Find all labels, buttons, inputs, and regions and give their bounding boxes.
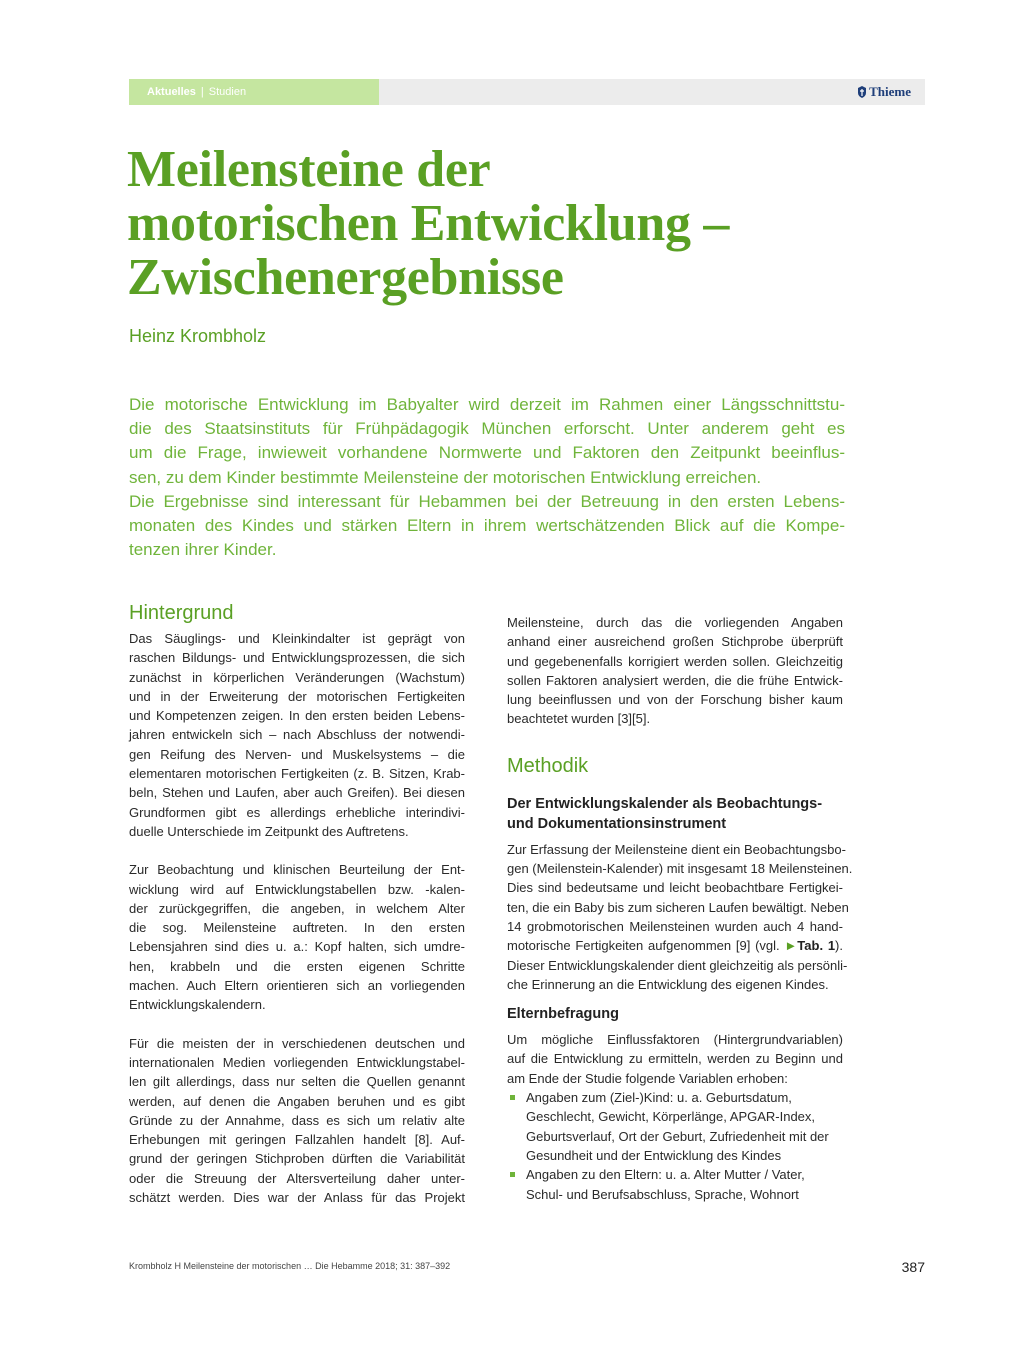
section-heading-methodik: Methodik (507, 754, 589, 777)
text-line: Geschlecht, Gewicht, Körperlänge, APGAR-Index, (526, 1109, 816, 1125)
text-line: lung beeinflussen und von der Forschung bisher kaum (507, 692, 843, 708)
text-line: Das Säuglings- und Kleinkindalter ist geprägt von (129, 631, 465, 646)
text-line: gen Reifung des Nerven- und Muskelsystems – die (129, 746, 465, 762)
text-line: sollen Faktoren analysiert werden, die die frühe Entwick- (507, 672, 843, 688)
title-line: motorischen Entwicklung – (127, 195, 730, 252)
text-line: Schul- und Berufsabschluss, Sprache, Wohnort (526, 1186, 799, 1202)
body-paragraph (129, 629, 465, 841)
text-line: raschen Bildungs- und Entwicklungsprozessen, die sich (129, 650, 465, 666)
text-line: Um mögliche Einflussfaktoren (Hintergrundvariablen) (507, 1032, 843, 1048)
text-line: elementaren motorischen Fertigkeiten (z. B. Sitzen, Krab- (129, 766, 465, 782)
text-line: wicklung wird auf Entwicklungstabellen bzw. -kalen- (129, 881, 465, 897)
list-item (507, 1165, 843, 1204)
text-line (507, 936, 843, 955)
article-abstract (129, 393, 845, 562)
text-line: Geburtsverlauf, Ort der Geburt, Zufriedenheit mit der (526, 1128, 829, 1144)
text-line: Entwicklungskalendern. (129, 997, 266, 1013)
article-author: Heinz Krombholz (129, 326, 267, 346)
body-paragraph (507, 613, 843, 729)
bullet-square-icon (510, 1095, 515, 1100)
subheading-entwicklungskalender (507, 794, 843, 834)
body-paragraph (129, 1034, 465, 1208)
abstract-line: Die motorische Entwicklung im Babyalter wird derzeit im Rahmen einer Längsschnittstu- (129, 395, 845, 414)
variable-list (507, 1088, 843, 1204)
text-line: jahren entwickeln sich – nach Abschluss der notwendi- (129, 727, 465, 743)
running-header (129, 79, 925, 105)
section-heading-hintergrund: Hintergrund (129, 602, 234, 624)
text-line: ten, die ein Baby bis zum sicheren Laufen bewältigt. Neben (507, 899, 849, 915)
body-paragraph (507, 1030, 843, 1088)
abstract-line: die des Staatsinstituts für Frühpädagogik München erforscht. Unter anderem geht es (129, 419, 845, 439)
publisher-name: Thieme (869, 84, 911, 99)
subheading-elternbefragung: Elternbefragung (507, 1006, 619, 1023)
table-reference-link[interactable]: Tab. 1 (797, 938, 836, 954)
thieme-logo-icon (857, 86, 867, 98)
abstract-line: sen, zu dem Kinder bestimmte Meilensteine der motorischen Entwicklung erreichen. (129, 467, 762, 487)
text-line: werden, auf denen die Angaben beruhen und es gibt (129, 1093, 465, 1109)
text-line: am Ende der Studie folgende Variablen erhoben: (507, 1070, 788, 1086)
section-subcategory: Studien (208, 86, 247, 98)
text-line: duelle Unterschiede im Zeitpunkt des Auftretens. (129, 823, 409, 839)
text-line: Erhebungen mit geringen Fallzahlen handelt [8]. Auf- (129, 1132, 465, 1148)
text-line: beln, Stehen und Laufen, aber auch Greifen). Bei diesen (129, 785, 465, 801)
text-line: der zurückgegriffen, die angeben, in welchem Alter (129, 900, 465, 916)
text-line: machen. Auch Eltern orientieren sich an vorliegenden (129, 978, 465, 994)
publisher-logo (857, 79, 911, 105)
footer-citation: Krombholz H Meilensteine der motorischen … Die Hebamme 2018; 31: 387–392 (129, 1261, 451, 1271)
body-paragraph (507, 840, 853, 994)
text-line: Für die meisten der in verschiedenen deutschen und (129, 1035, 465, 1051)
text-line: und Kompetenzen zeigen. In den ersten beiden Lebens- (129, 708, 465, 724)
text-line: die sog. Meilensteine auftreten. In den ersten (129, 920, 465, 936)
text-line: und gegebenenfalls korrigiert werden sollen. Gleichzeitig (507, 653, 843, 669)
text-line: internationalen Medien vorliegenden Entwicklungstabel- (129, 1054, 465, 1070)
text-line: Grundformen gibt es allerdings erhebliche interindivi- (129, 804, 465, 820)
text-line: beachtetet wurden [3][5]. (507, 711, 651, 727)
text-line: Gründe zu der Annahme, dass es sich um relativ alte (129, 1112, 465, 1128)
text-line: Angaben zum (Ziel-)Kind: u. a. Geburtsdatum, (526, 1090, 792, 1106)
text-line: gen (Meilenstein-Kalender) mit insgesamt 18 Meilensteinen. (507, 861, 853, 877)
text-line: Gesundheit und der Entwicklung des Kindes (526, 1147, 782, 1163)
text-line: Angaben zu den Eltern: u. a. Alter Mutter / Vater, (526, 1167, 805, 1183)
text-line: schätzt werden. Dies war der Anlass für das Projekt (129, 1190, 465, 1206)
text-line: auf die Entwicklung zu ermitteln, werden zu Beginn und (507, 1051, 843, 1067)
article-title (127, 143, 887, 305)
text-line: zunächst in körperlichen Veränderungen (Wachstum) (129, 669, 465, 685)
text-line: hen, krabbeln und die ersten eigenen Schritte (129, 958, 465, 974)
list-item (507, 1088, 843, 1165)
subheading-line: Der Entwicklungskalender als Beobachtungs- (507, 795, 823, 812)
bullet-square-icon (510, 1172, 515, 1177)
title-line: Zwischenergebnisse (127, 249, 564, 306)
text-line: oder die Streuung der Altersverteilung daher unter- (129, 1170, 465, 1186)
abstract-line: um die Frage, inwieweit vorhandene Normwerte und Faktoren den Zeitpunkt beeinflus- (129, 443, 845, 463)
text-fragment: ). (835, 938, 843, 954)
text-fragment: motorische Fertigkeiten aufgenommen [9] (vgl. (507, 938, 785, 954)
text-line: 14 grobmotorischen Meilensteinen wurden auch 4 hand- (507, 918, 843, 934)
right-column (507, 613, 853, 1204)
text-line: Lebensjahren sind dies u. a.: Kopf halten, sich umdre- (129, 939, 465, 955)
text-line: anhand einer ausreichend großen Stichprobe überprüft (507, 634, 843, 650)
text-line: Meilensteine, durch das die vorliegenden Angaben (507, 615, 843, 630)
text-line: Dies sind bedeutsame und leicht beobachtbare Fertigkei- (507, 880, 843, 896)
body-paragraph (129, 860, 465, 1014)
abstract-line: Die Ergebnisse sind interessant für Hebammen bei der Betreuung in den ersten Lebens- (129, 491, 845, 511)
reference-arrow-icon: ► (784, 938, 798, 954)
section-category: Aktuelles (147, 86, 196, 98)
text-line: len gilt allerdings, dass nur selten die Quellen genannt (129, 1074, 465, 1090)
section-separator: | (200, 86, 204, 98)
abstract-line: tenzen ihrer Kinder. (129, 540, 277, 560)
section-tab (129, 79, 379, 105)
subheading-line: und Dokumentationsinstrument (507, 815, 727, 832)
text-line: Zur Erfassung der Meilensteine dient ein Beobachtungsbo- (507, 841, 846, 857)
text-line: che Erinnerung an die Entwicklung des eigenen Kindes. (507, 976, 829, 992)
text-line: und in der Erweiterung der motorischen Fertigkeiten (129, 688, 465, 704)
text-line: Dieser Entwicklungskalender dient gleichzeitig als persönli- (507, 957, 848, 973)
text-line: grund der geringen Stichproben dürften die Variabilität (129, 1151, 465, 1167)
left-column (129, 602, 465, 1207)
title-line: Meilensteine der (127, 141, 491, 198)
text-line: Zur Beobachtung und klinischen Beurteilung der Ent- (129, 862, 465, 878)
abstract-line: monaten des Kindes und stärken Eltern in ihrem wertschätzenden Blick auf die Kompe- (129, 516, 845, 536)
page-number: 387 (901, 1259, 925, 1275)
